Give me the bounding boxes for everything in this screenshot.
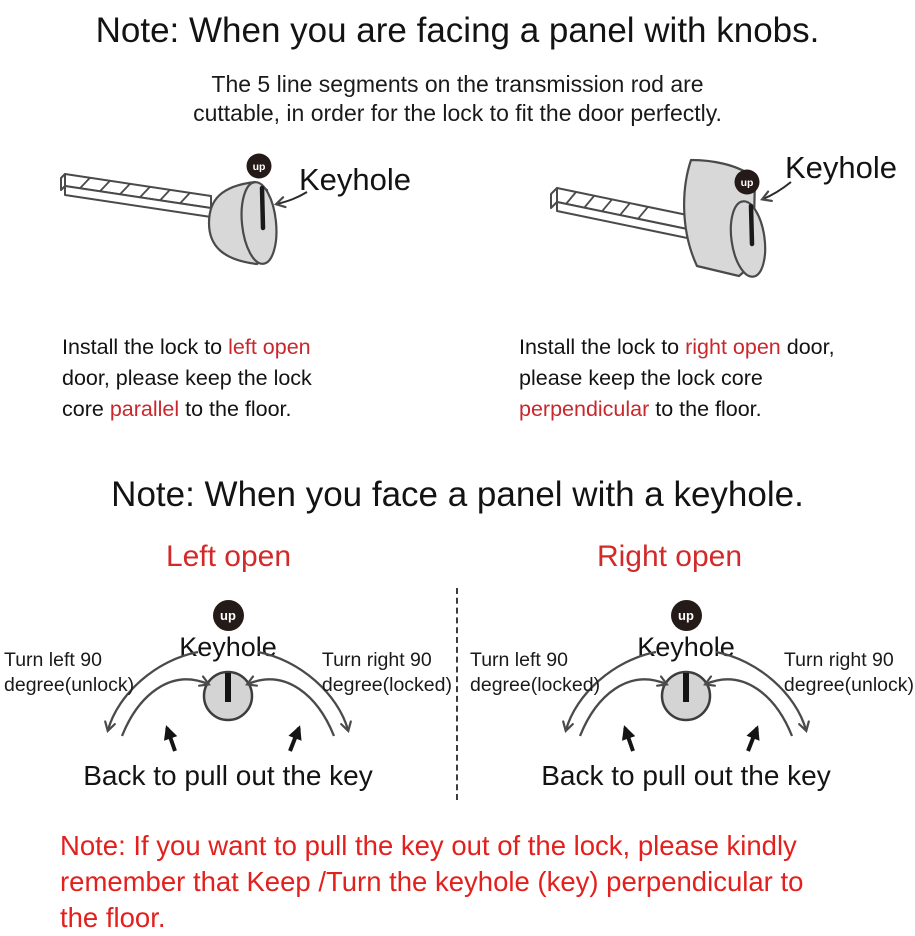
keyhole-slot — [262, 188, 263, 228]
heading-left-open: Left open — [165, 540, 292, 573]
note-title-knobs: Note: When you are facing a panel with knobs. — [95, 11, 820, 50]
heading-right-open: Right open — [596, 540, 743, 573]
note-title-keyhole: Note: When you face a panel with a keyhole. — [111, 475, 804, 514]
subtitle-line-1: The 5 line segments on the transmission rod are — [211, 71, 704, 97]
install-note-left — [62, 332, 357, 425]
install-note-right — [519, 332, 859, 425]
turn-left-label-line2: degree(unlock) — [4, 674, 135, 696]
turn-right-label-line2: degree(unlock) — [783, 674, 914, 696]
install-right-pre: Install the lock to — [519, 334, 686, 359]
turn-right-label-line1: Turn right 90 — [783, 649, 894, 671]
footer-note-line1: Note: If you want to pull the key out of the lock, please kindly — [60, 830, 797, 861]
footer-note — [60, 828, 870, 936]
turn-left-label — [470, 648, 600, 698]
turn-left-label-line1: Turn left 90 — [4, 649, 102, 671]
up-badge — [671, 600, 702, 631]
back-arrow-right — [748, 728, 757, 751]
install-right-mid: door, please keep the lock core — [519, 334, 835, 390]
footer-note-line2: remember that Keep /Turn the keyhole (key) perpendicular to — [60, 866, 804, 897]
keyhole-label: Keyhole — [299, 162, 412, 197]
turn-left-label — [4, 648, 134, 698]
install-right-post: to the floor. — [649, 396, 762, 421]
subtitle-line-2: cuttable, in order for the lock to fit the door perfectly. — [193, 100, 722, 126]
up-badge — [247, 154, 272, 179]
install-left-post: to the floor. — [179, 396, 292, 421]
back-right-arc-left — [122, 679, 208, 736]
back-caption: Back to pull out the key — [83, 760, 373, 791]
rod-cuttable-subtitle — [0, 70, 915, 128]
footer-note-line3: the floor. — [60, 902, 166, 933]
lock-left-illustration — [59, 138, 479, 308]
lock-figure-right — [457, 138, 914, 308]
up-badge — [213, 600, 244, 631]
turn-diagrams-row — [0, 586, 915, 802]
back-arrow-left — [167, 728, 175, 751]
lock-cylinder — [209, 180, 280, 265]
turn-diagram-left — [0, 586, 456, 802]
lock-figures-row — [0, 138, 915, 308]
keyhole-label: Keyhole — [637, 632, 735, 662]
turn-left-label-line2: degree(locked) — [470, 674, 601, 696]
keyhole-slot — [751, 206, 752, 244]
lock-figure-left — [0, 138, 457, 308]
keyhole-label: Keyhole — [785, 150, 898, 185]
keyhole-label: Keyhole — [179, 632, 277, 662]
back-arrows — [625, 728, 757, 751]
turn-right-label — [322, 648, 452, 698]
up-badge — [735, 170, 760, 195]
up-badge-label: up — [220, 608, 236, 623]
install-left-highlight-orientation: parallel — [109, 396, 180, 421]
back-caption: Back to pull out the key — [541, 760, 831, 791]
back-arrow-left — [625, 728, 633, 751]
install-right-highlight-open: right open — [685, 334, 781, 359]
keyhole-pointer-arrow — [277, 192, 307, 204]
keyhole-pointer-arrow — [763, 182, 791, 199]
turn-diagram-right — [458, 586, 914, 802]
turn-right-label — [784, 648, 914, 698]
turn-right-label-line2: degree(locked) — [321, 674, 452, 696]
back-arrow-right — [290, 728, 299, 751]
back-arrows — [167, 728, 299, 751]
up-badge-label: up — [740, 177, 754, 189]
turn-right-label-line1: Turn right 90 — [321, 649, 432, 671]
lock-right-illustration — [527, 138, 915, 308]
install-right-highlight-orientation: perpendicular — [519, 396, 650, 421]
install-left-pre: Install the lock to — [62, 334, 229, 359]
turn-left-label-line1: Turn left 90 — [470, 649, 568, 671]
install-notes-row — [0, 310, 915, 446]
back-left-arc-right — [706, 679, 792, 736]
install-left-mid: door, please keep the lock core — [62, 365, 312, 421]
install-left-highlight-open: left open — [228, 334, 311, 359]
open-headings-row — [0, 540, 915, 574]
up-badge-label: up — [678, 608, 694, 623]
up-badge-label: up — [252, 161, 266, 173]
